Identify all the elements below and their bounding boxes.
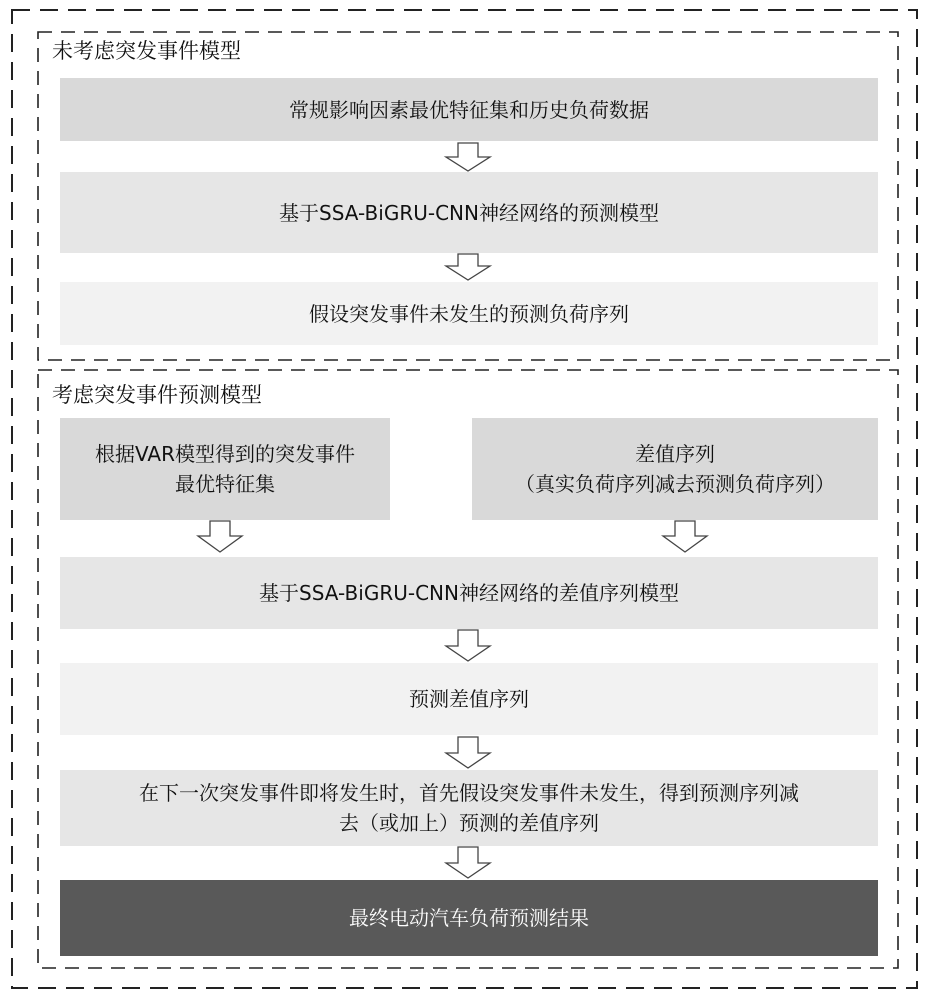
- arrow-down-icon: [663, 521, 707, 552]
- section1-title: 未考虑突发事件模型: [52, 39, 241, 63]
- baseline-load-sequence-box-label: 假设突发事件未发生的预测负荷序列: [309, 301, 629, 326]
- difference-sequence-line2: （真实负荷序列减去预测负荷序列）: [515, 472, 835, 496]
- input-data-box-label: 常规影响因素最优特征集和历史负荷数据: [289, 97, 649, 122]
- arrow-down-icon: [446, 143, 490, 171]
- difference-model-box-label: 基于SSA-BiGRU-CNN神经网络的差值序列模型: [259, 581, 679, 605]
- difference-sequence-line1: 差值序列: [635, 442, 715, 466]
- var-feature-set-line1: 根据VAR模型得到的突发事件: [95, 442, 355, 466]
- section2-title: 考虑突发事件预测模型: [52, 383, 262, 407]
- arrow-down-icon: [446, 737, 490, 768]
- arrow-down-icon: [446, 254, 490, 280]
- arrow-down-icon: [198, 521, 242, 552]
- var-feature-set-line2: 最优特征集: [175, 472, 275, 496]
- predicted-difference-box-label: 预测差值序列: [409, 687, 529, 711]
- adjustment-step-line2: 去（或加上）预测的差值序列: [339, 811, 599, 835]
- prediction-model-box-label: 基于SSA-BiGRU-CNN神经网络的预测模型: [279, 200, 659, 225]
- arrow-down-icon: [446, 847, 490, 878]
- arrow-down-icon: [446, 630, 490, 661]
- adjustment-step-line1: 在下一次突发事件即将发生时，首先假设突发事件未发生，得到预测序列减: [139, 781, 799, 805]
- final-result-box-label: 最终电动汽车负荷预测结果: [349, 906, 589, 930]
